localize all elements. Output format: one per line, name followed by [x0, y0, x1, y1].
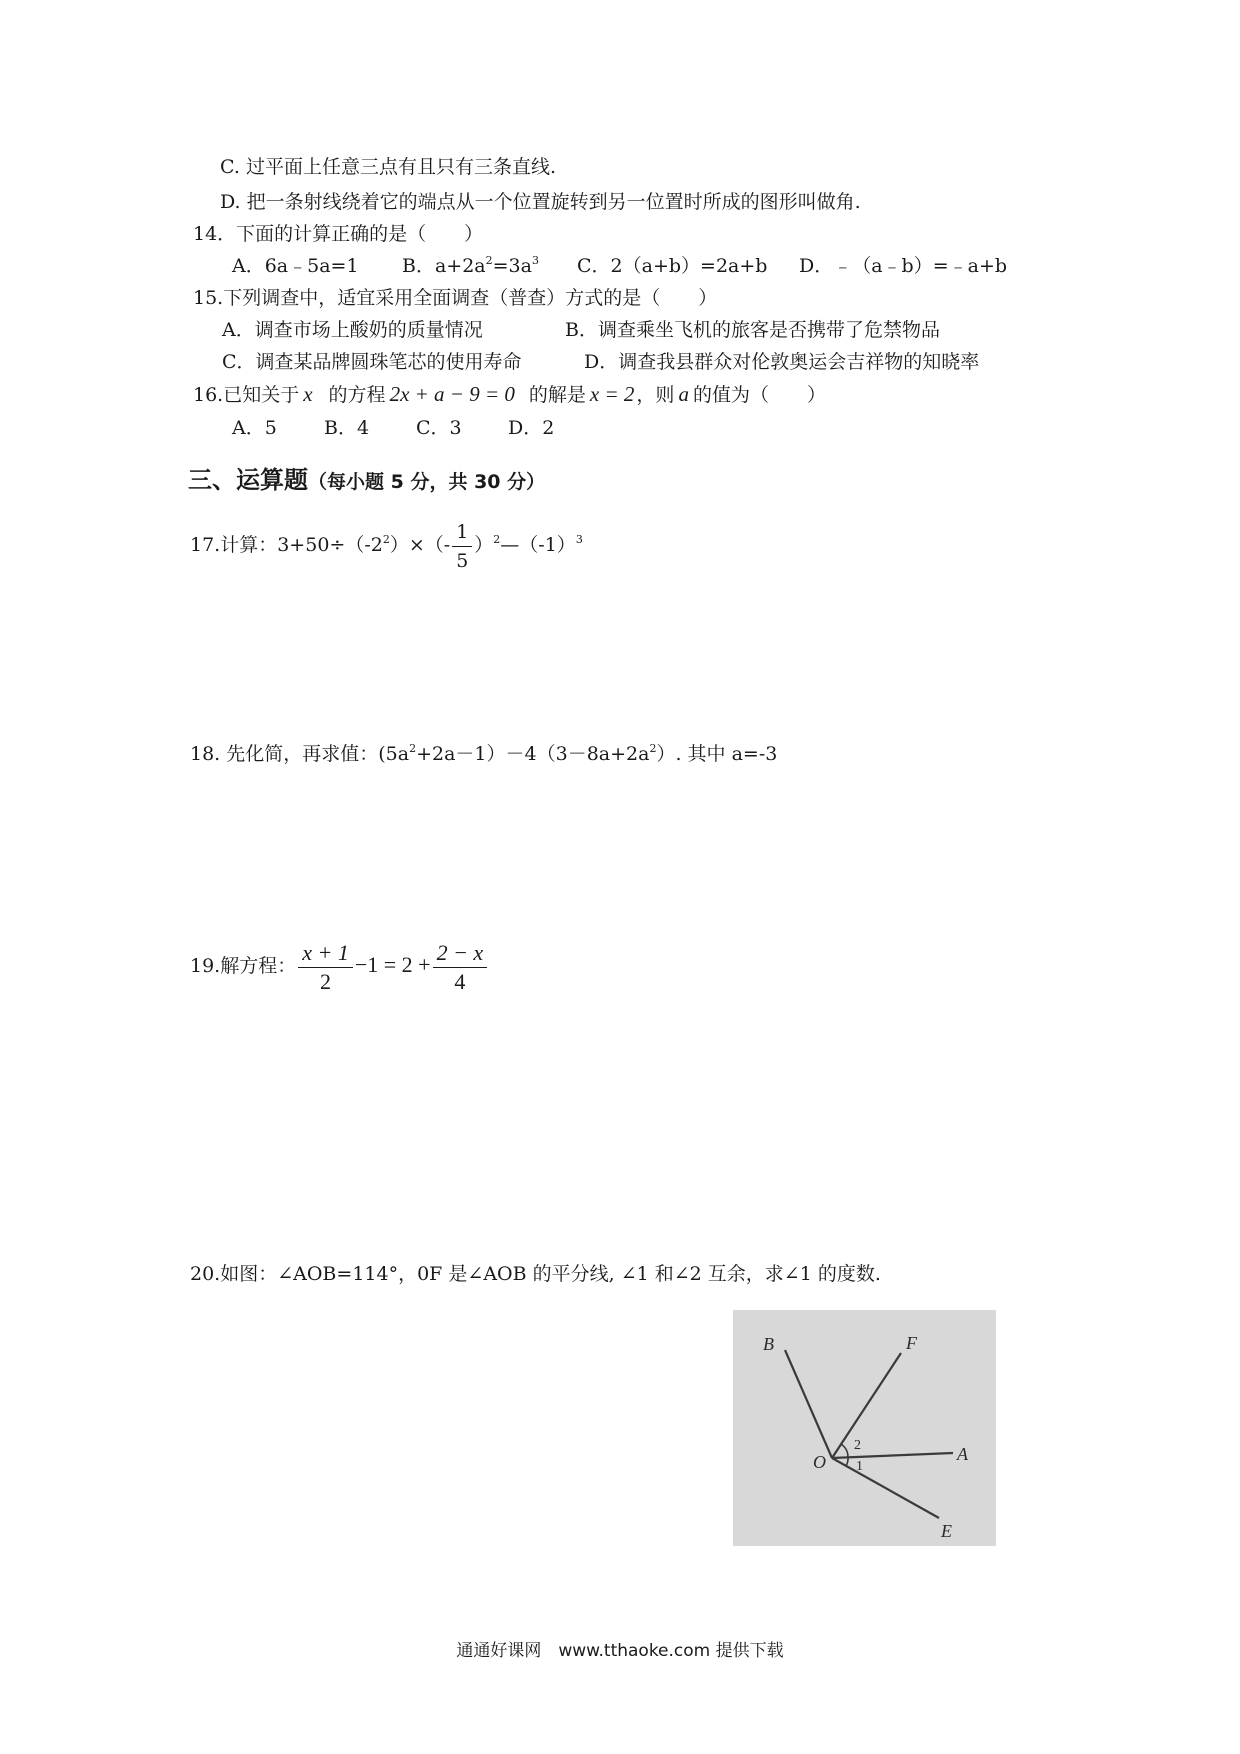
q14-b-exp2: 3 — [531, 254, 539, 267]
q15-stem: 15.下列调查中，适宜采用全面调查（普查）方式的是（ ） — [193, 287, 718, 309]
q14-option-a: A．6a﹣5a=1 — [232, 255, 359, 277]
q17 — [190, 515, 583, 575]
label-b: B — [763, 1334, 774, 1354]
q17-pre: 17.计算：3+50÷（-2 — [190, 534, 383, 556]
label-a: A — [957, 1444, 968, 1464]
q17-frac-num: 1 — [452, 518, 472, 547]
q16-equation: 2x + a − 9 = 0 — [389, 382, 515, 406]
q14-option-d: D．﹣（a﹣b）=﹣a+b — [799, 255, 1008, 277]
q16-stem-mid3: ，则 — [636, 384, 675, 406]
q15-options-row2 — [222, 350, 979, 374]
q16-stem-mid: 的方程 — [328, 384, 386, 406]
q13-option-d: D. 把一条射线绕着它的端点从一个位置旋转到另一位置时所成的图形叫做角. — [220, 191, 861, 213]
q17-exp1: 2 — [382, 533, 390, 546]
q15-option-a: A．调查市场上酸奶的质量情况 — [222, 319, 483, 341]
q17-exp2: 2 — [493, 533, 501, 546]
q16-options — [232, 416, 554, 440]
label-e: E — [941, 1521, 952, 1541]
q18-exp2: 2 — [649, 742, 657, 755]
q18-exp1: 2 — [409, 742, 417, 755]
label-angle-1: 1 — [856, 1459, 863, 1474]
label-f: F — [906, 1333, 917, 1353]
q16-option-d: D．2 — [508, 417, 555, 439]
q17-mid: ）×（- — [389, 534, 451, 556]
q18-mid: +2a－1）－4（3－8a+2a — [416, 743, 650, 765]
q19-middle: −1 = 2 + — [354, 952, 431, 977]
q19-label: 19.解方程： — [190, 955, 297, 977]
q18-pre: 18. 先化简，再求值：(5a — [190, 743, 410, 765]
q17-post: ） — [474, 534, 494, 556]
q18-post: ）. 其中 a=-3 — [656, 743, 778, 765]
q14-option-c: C．2（a+b）=2a+b — [577, 255, 768, 277]
q16-option-b: B．4 — [324, 417, 370, 439]
q14-options — [232, 254, 1007, 278]
q19-frac1-num: x + 1 — [298, 939, 353, 968]
q16-stem-mid2: 的解是 — [528, 384, 586, 406]
q19 — [190, 930, 489, 1001]
q17-tail: —（-1） — [500, 534, 576, 556]
q15-options-row1 — [222, 318, 940, 342]
q19-frac2-den: 4 — [454, 968, 466, 994]
q14-b-exp1: 2 — [485, 254, 493, 267]
q14-b-mid: =3a — [492, 255, 532, 277]
q17-frac-den: 5 — [456, 549, 469, 572]
section-3-title: 三、运算题 — [188, 466, 308, 494]
q20-text: 20.如图：∠AOB=114°，0F 是∠AOB 的平分线, ∠1 和∠2 互余，求∠1 的度数. — [190, 1263, 881, 1285]
q16-stem-pre: 16.已知关于 — [193, 384, 300, 406]
q15-option-d: D．调查我县群众对伦敦奥运会吉祥物的知晓率 — [584, 351, 980, 373]
q15-option-c: C．调查某品牌圆珠笔芯的使用寿命 — [222, 351, 522, 373]
q19-frac1-den: 2 — [320, 968, 332, 994]
q16-stem-end: 的值为（ ） — [692, 384, 826, 406]
q16-var-x: x — [303, 382, 313, 406]
q14-b-pre: B．a+2a — [402, 255, 486, 277]
q14-option-b — [402, 254, 577, 278]
q19-fraction-1 — [298, 939, 353, 996]
q16-var-a: a — [678, 382, 689, 406]
section-3-note: （每小题 5 分，共 30 分） — [308, 471, 546, 493]
section-3-heading — [188, 464, 545, 498]
label-o: O — [813, 1452, 826, 1472]
angle-figure — [733, 1310, 996, 1546]
q16-stem — [193, 382, 826, 407]
q16-solution: x = 2 — [589, 382, 635, 406]
q17-fraction — [452, 518, 472, 575]
q15-option-b: B．调查乘坐飞机的旅客是否携带了危禁物品 — [565, 319, 940, 341]
q17-exp3: 3 — [575, 533, 583, 546]
q14-stem: 14．下面的计算正确的是（ ） — [193, 223, 484, 245]
footer: 通通好课网 www.tthaoke.com 提供下载 — [456, 1641, 784, 1661]
q16-option-c: C．3 — [416, 417, 462, 439]
q19-fraction-2 — [433, 939, 488, 996]
label-angle-2: 2 — [854, 1438, 861, 1453]
q19-frac2-num: 2 − x — [433, 939, 488, 968]
q16-option-a: A．5 — [232, 417, 277, 439]
q13-option-c: C. 过平面上任意三点有且只有三条直线. — [220, 156, 556, 178]
q18 — [190, 742, 777, 766]
